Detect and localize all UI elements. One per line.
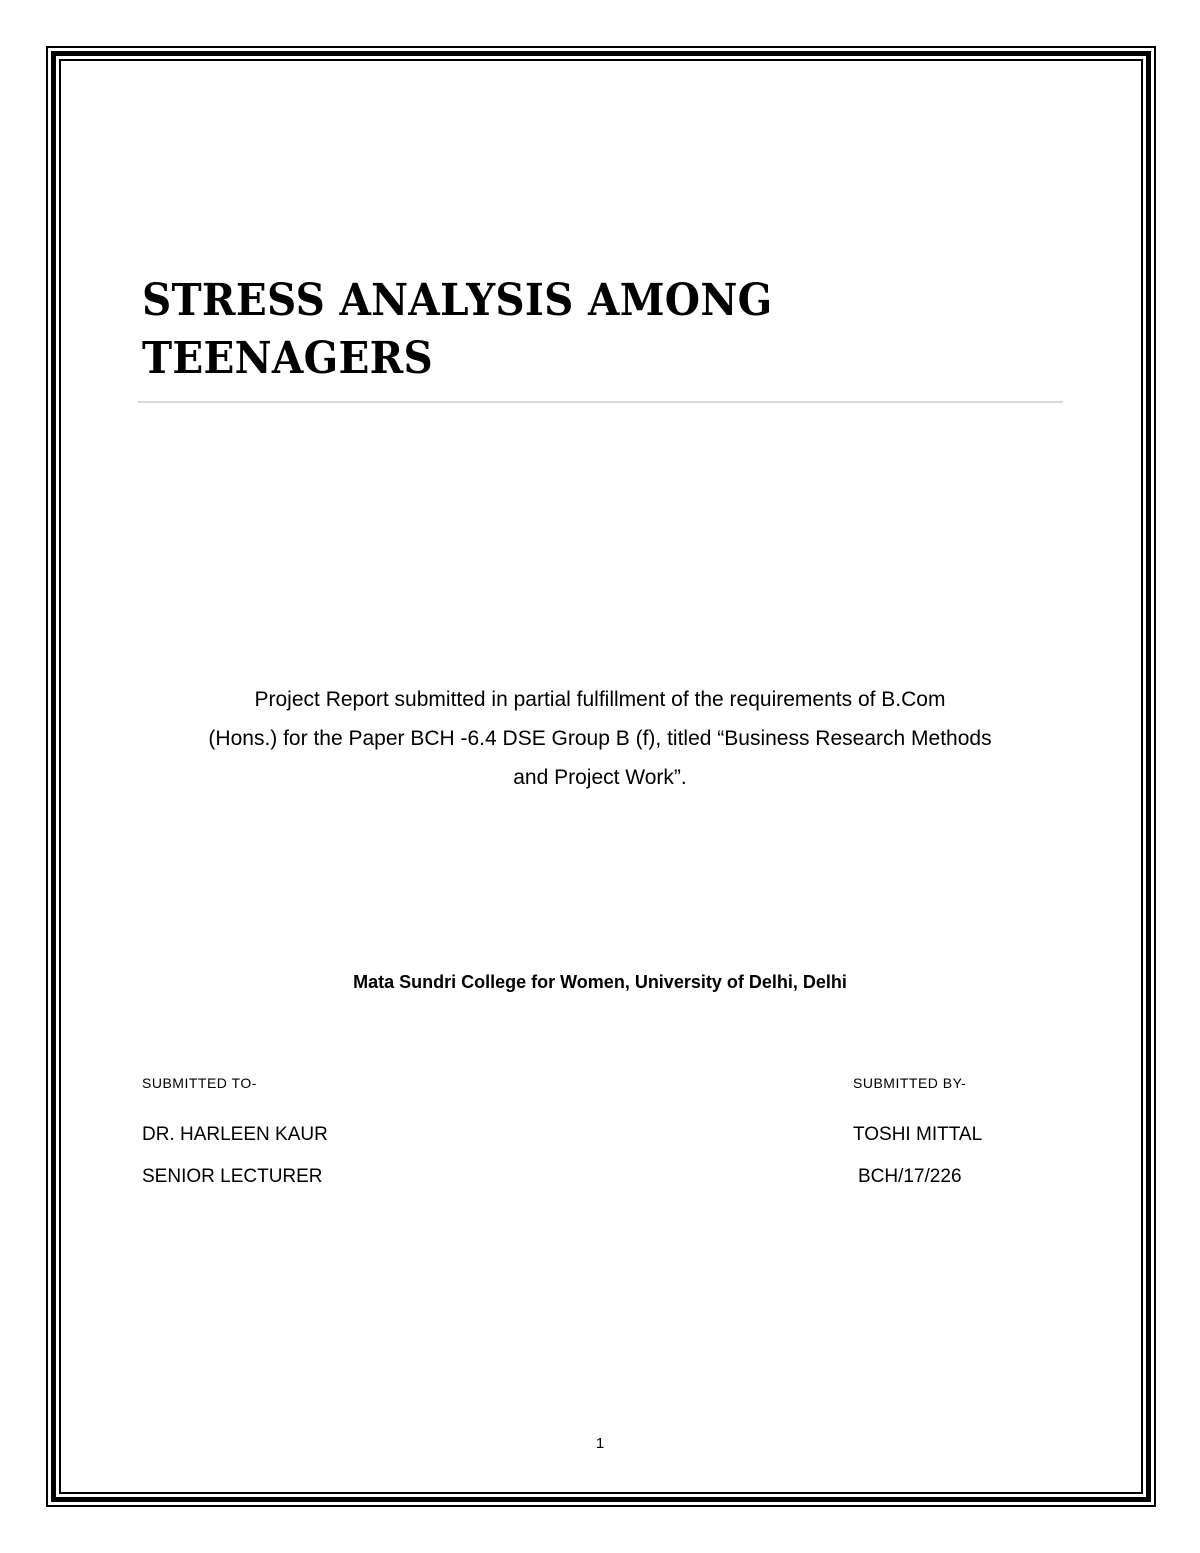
page-number: 1 [595, 1435, 605, 1452]
report-title [142, 272, 970, 388]
institution-name: Mata Sundri College for Women, University of Delhi, Delhi [353, 972, 847, 992]
submitted-by-label: SUBMITTED BY- [853, 1075, 967, 1091]
submitted-to-block [142, 1070, 328, 1190]
supervisor-name: DR. HARLEEN KAUR [142, 1124, 328, 1145]
submitted-by-block [853, 1070, 982, 1190]
title-divider [138, 401, 1063, 403]
student-roll-number: BCH/17/226 [858, 1166, 962, 1187]
submitted-to-label: SUBMITTED TO- [142, 1075, 257, 1091]
description-line-2: (Hons.) for the Paper BCH -6.4 DSE Group B (f), titled “Business Research Methods [208, 727, 992, 750]
supervisor-designation: SENIOR LECTURER [142, 1166, 323, 1187]
description-line-3: and Project Work”. [513, 766, 687, 789]
student-name: TOSHI MITTAL [853, 1124, 983, 1145]
title-line-2: TEENAGERS [142, 333, 434, 384]
description-line-1: Project Report submitted in partial fulfillment of the requirements of B.Com [254, 688, 946, 711]
report-description [130, 680, 1070, 797]
title-line-1: STRESS ANALYSIS AMONG [142, 275, 773, 326]
